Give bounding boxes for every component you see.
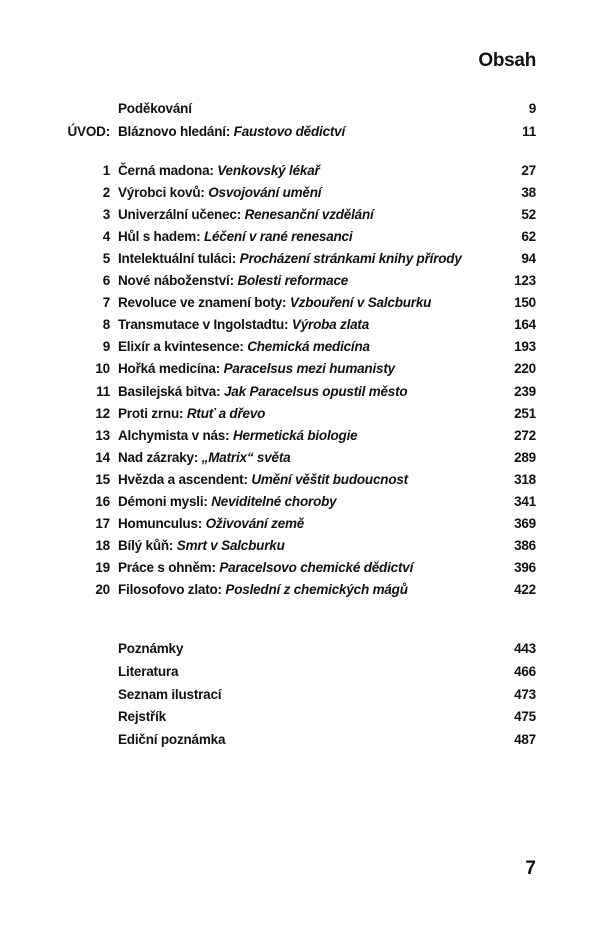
toc-entry-subtitle: Poslední z chemických mágů <box>225 581 408 597</box>
toc-entry-title <box>118 337 370 357</box>
toc-entry-title <box>118 382 407 402</box>
toc-entry-main-title: Ediční poznámka <box>118 732 226 748</box>
toc-entry-title <box>118 707 166 727</box>
toc-entry <box>0 271 600 291</box>
toc-entry-page: 422 <box>514 581 536 597</box>
toc-entry-subtitle: Faustovo dědictví <box>233 123 346 139</box>
toc-entry-page: 318 <box>514 471 536 487</box>
toc-entry-page: 466 <box>514 663 536 679</box>
toc-entry-main-title: Hůl s hadem: <box>118 229 201 245</box>
toc-entry-main-title: Revoluce ve znamení boty: <box>118 295 287 311</box>
toc-entry-main-title: Práce s ohněm: <box>118 559 216 575</box>
toc-entry <box>0 359 600 379</box>
toc-entry <box>0 536 600 556</box>
toc-entry-page: 52 <box>521 207 536 223</box>
toc-entry-title <box>118 271 348 291</box>
toc-entry-subtitle: Venkovský lékař <box>217 163 320 178</box>
toc-entry-page: 11 <box>522 123 536 139</box>
toc-entry-title <box>118 536 285 556</box>
toc-entry-number: 2 <box>102 185 110 201</box>
toc-entry <box>0 558 600 578</box>
toc-entry-number: 4 <box>102 229 110 245</box>
toc-entry <box>0 183 600 203</box>
toc-entry <box>0 99 600 119</box>
toc-entry-main-title: Homunculus: <box>118 515 203 531</box>
toc-entry-main-title: Poděkování <box>118 101 192 116</box>
toc-entry <box>0 315 600 335</box>
toc-entry-number: 11 <box>96 383 110 399</box>
toc-entry-number: 7 <box>102 295 110 311</box>
toc-entry-title <box>118 492 336 512</box>
toc-entry <box>0 514 600 534</box>
toc-entry-main-title: Literatura <box>118 663 179 679</box>
toc-entry-title <box>118 205 374 225</box>
toc-entry-page: 150 <box>514 295 536 311</box>
toc-entry-subtitle: Osvojování umění <box>208 185 322 201</box>
toc-entry-page: 443 <box>514 641 536 656</box>
toc-entry-page: 38 <box>521 185 536 201</box>
toc-entry-main-title: Démoni mysli: <box>118 493 208 509</box>
toc-entry <box>0 227 600 247</box>
toc-entry <box>0 492 600 512</box>
toc-entry-page: 62 <box>521 229 536 245</box>
toc-entry-page: 396 <box>514 559 536 575</box>
toc-entry-main-title: Hvězda a ascendent: <box>118 471 248 487</box>
toc-entry-page: 475 <box>514 709 536 725</box>
toc-entry-number: 1 <box>102 163 110 178</box>
toc-heading: Obsah <box>478 50 536 71</box>
toc-entry <box>0 382 600 402</box>
toc-entry-title <box>118 293 431 313</box>
toc-entry-subtitle: Smrt v Salcburku <box>176 537 285 553</box>
toc-entry-main-title: Filosofovo zlato: <box>118 581 222 597</box>
toc-entry-number: 3 <box>102 207 110 223</box>
toc-entry-subtitle: Léčení v rané renesanci <box>203 229 353 245</box>
toc-entry-page: 386 <box>514 537 536 553</box>
toc-entry-subtitle: Umění věštit budoucnost <box>251 471 408 487</box>
toc-entry-main-title: Bílý kůň: <box>118 537 174 553</box>
toc-entry-main-title: Seznam ilustrací <box>118 686 222 702</box>
toc-entry-title <box>118 639 183 659</box>
toc-entry-page: 289 <box>514 449 536 465</box>
toc-entry-subtitle: Renesanční vzdělání <box>244 207 374 223</box>
toc-entry-page: 164 <box>514 317 536 333</box>
toc-entry-number: 9 <box>102 339 110 355</box>
toc-entry-title <box>118 161 320 181</box>
toc-entry <box>0 404 600 424</box>
toc-entry-number: 18 <box>95 537 110 553</box>
toc-entry <box>0 448 600 468</box>
toc-entry-title <box>118 558 413 578</box>
toc-entry <box>0 470 600 490</box>
toc-entry-title <box>118 685 221 705</box>
toc-entry-main-title: Nad zázraky: <box>118 449 199 465</box>
toc-entry-number: 20 <box>95 581 110 597</box>
toc-entry <box>0 426 600 446</box>
toc-entry-number: 10 <box>95 361 110 377</box>
toc-entry-title <box>118 227 352 247</box>
toc-entry-subtitle: Jak Paracelsus opustil město <box>223 383 408 399</box>
toc-entry-main-title: Proti zrnu: <box>118 405 184 421</box>
toc-entry-subtitle: Výroba zlata <box>291 317 370 333</box>
toc-entry-main-title: Bláznovo hledání: <box>118 123 231 139</box>
toc-entry-title <box>118 662 178 682</box>
toc-entry-title <box>118 580 408 600</box>
toc-entry-title <box>118 249 462 269</box>
toc-entry <box>0 122 600 142</box>
toc-entry-page: 369 <box>514 515 536 531</box>
toc-entry <box>0 662 600 682</box>
toc-entry-title <box>118 404 265 424</box>
toc-entry <box>0 205 600 225</box>
toc-entry <box>0 707 600 727</box>
toc-entry-main-title: Černá madona: <box>118 163 214 178</box>
toc-entry-title <box>118 122 345 142</box>
toc-entry-main-title: Intelektuální tuláci: <box>118 251 237 267</box>
toc-entry-number: 8 <box>102 317 110 333</box>
toc-entry-number: ÚVOD: <box>67 123 110 139</box>
toc-entry-number: 17 <box>95 515 110 531</box>
toc-entry-subtitle: Paracelsus mezi humanisty <box>223 361 395 377</box>
toc-entry-page: 239 <box>514 383 536 399</box>
toc-entry <box>0 580 600 600</box>
toc-entry-page: 341 <box>514 493 536 509</box>
toc-entry-main-title: Rejstřík <box>118 709 166 725</box>
toc-entry <box>0 337 600 357</box>
toc-entry-subtitle: Bolesti reformace <box>237 273 349 289</box>
toc-entry <box>0 249 600 269</box>
toc-entry-number: 13 <box>95 427 110 443</box>
toc-entry-main-title: Univerzální učenec: <box>118 207 241 223</box>
toc-entry-page: 487 <box>514 732 536 748</box>
toc-entry-page: 123 <box>514 273 536 289</box>
toc-entry-title <box>118 514 304 534</box>
toc-entry-page: 193 <box>514 339 536 355</box>
toc-entry-main-title: Hořká medicína: <box>118 361 221 377</box>
toc-entry-main-title: Basilejská bitva: <box>118 383 221 399</box>
toc-entry-main-title: Alchymista v nás: <box>118 427 230 443</box>
toc-entry-title <box>118 448 290 468</box>
toc-entry <box>0 161 600 181</box>
toc-entry-title <box>118 99 192 119</box>
toc-entry-page: 251 <box>514 405 536 421</box>
toc-entry-main-title: Výrobci kovů: <box>118 185 205 201</box>
toc-entry-page: 9 <box>528 101 536 116</box>
toc-entry-main-title: Transmutace v Ingolstadtu: <box>118 317 289 333</box>
toc-entry-subtitle: Chemická medicína <box>247 339 370 355</box>
page-number: 7 <box>525 858 536 879</box>
toc-entry-main-title: Poznámky <box>118 641 184 656</box>
toc-entry-number: 6 <box>102 273 110 289</box>
toc-entry-number: 5 <box>102 251 110 267</box>
toc-entry-subtitle: Procházení stránkami knihy přírody <box>239 251 462 267</box>
toc-entry-title <box>118 730 225 750</box>
toc-entry-page: 272 <box>514 427 536 443</box>
toc-entry-page: 220 <box>514 361 536 377</box>
toc-entry-subtitle: Vzbouření v Salcburku <box>289 295 432 311</box>
toc-entry-subtitle: Paracelsovo chemické dědictví <box>219 559 414 575</box>
toc-entry-subtitle: Oživování země <box>205 515 305 531</box>
toc-entry-main-title: Nové náboženství: <box>118 273 234 289</box>
toc-entry-number: 15 <box>95 471 110 487</box>
toc-entry-title <box>118 426 357 446</box>
toc-entry-title <box>118 359 395 379</box>
toc-entry <box>0 730 600 750</box>
toc-entry <box>0 685 600 705</box>
toc-entry-number: 16 <box>95 493 110 509</box>
toc-entry-title <box>118 470 408 490</box>
toc-entry-page: 94 <box>521 251 536 267</box>
toc-entry-subtitle: „Matrix“ světa <box>201 449 291 465</box>
toc-entry-title <box>118 315 369 335</box>
toc-entry-page: 473 <box>514 686 536 702</box>
toc-entry-title <box>118 183 321 203</box>
toc-entry <box>0 639 600 659</box>
toc-entry-number: 19 <box>95 559 110 575</box>
toc-entry <box>0 293 600 313</box>
toc-entry-main-title: Elixír a kvintesence: <box>118 339 244 355</box>
toc-entry-page: 27 <box>521 163 536 178</box>
toc-entry-subtitle: Hermetická biologie <box>232 427 358 443</box>
toc-entry-subtitle: Rtuť a dřevo <box>186 405 266 421</box>
toc-entry-number: 14 <box>95 449 110 465</box>
toc-entry-number: 12 <box>95 405 110 421</box>
toc-entry-subtitle: Neviditelné choroby <box>211 493 337 509</box>
